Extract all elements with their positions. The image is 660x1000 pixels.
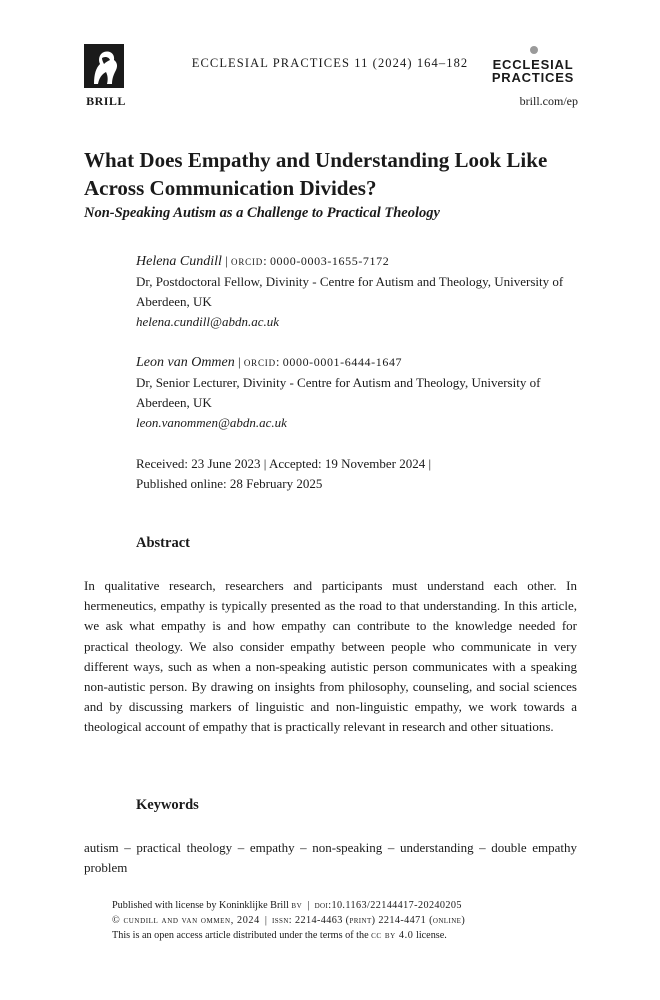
footer-line1: Published with license by Koninklijke Brill bv | doi:10.1163/22144417-20240205 <box>112 900 462 911</box>
separator: | <box>238 354 244 369</box>
license-link[interactable]: cc by 4.0 <box>371 930 414 941</box>
author-name: Leon van Ommen <box>136 355 235 370</box>
dates-line1: Received: 23 June 2023 | Accepted: 19 November 2024 | <box>136 456 432 471</box>
article-subtitle: Non-Speaking Autism as a Challenge to Practical Theology <box>84 205 440 221</box>
separator: | <box>225 253 232 268</box>
journal-logo-line1: ECCLESIAL <box>492 57 574 72</box>
keywords-text: autism – practical theology – empathy – non-speaking – understanding – double empathy problem <box>84 840 577 876</box>
open-access-prefix: This is an open access article distributed under the terms of the <box>112 930 369 941</box>
orcid-link[interactable]: 0000-0003-1655-7172 <box>269 254 390 268</box>
orcid-label: orcid <box>231 253 264 268</box>
journal-logo <box>488 58 578 84</box>
article-title: What Does Empathy and Understanding Look Like Across Communication Divides? <box>84 148 548 200</box>
author-affiliation: Dr, Postdoctoral Fellow, Divinity - Centre for Autism and Theology, University of Aberdeen, UK <box>136 274 564 309</box>
publisher-name: BRILL <box>86 94 126 108</box>
author-block <box>136 352 581 433</box>
license-footer <box>112 898 582 943</box>
orcid-link[interactable]: 0000-0001-6444-1647 <box>282 355 403 369</box>
author-name: Helena Cundill <box>136 254 222 269</box>
author-block <box>136 251 581 332</box>
author-email-link[interactable]: leon.vanommen@abdn.ac.uk <box>136 415 287 430</box>
abstract-heading: Abstract <box>136 535 190 551</box>
journal-citation: ECCLESIAL PRACTICES 11 (2024) 164–182 <box>191 56 469 70</box>
publication-dates <box>136 454 581 494</box>
issn: issn: 2214-4463 (print) 2214-4471 (online) <box>272 915 466 926</box>
doi-link[interactable]: doi:10.1163/22144417-20240205 <box>314 900 462 911</box>
journal-logo-dot-icon <box>530 46 538 54</box>
footer-line3 <box>112 928 582 943</box>
dates-line2: Published online: 28 February 2025 <box>136 476 323 491</box>
author-name-line: Helena Cundill | orcid: 0000-0003-1655-7172 <box>136 253 390 269</box>
license-prefix: Published with license by Koninklijke Brill <box>112 900 289 911</box>
author-affiliation: Dr, Senior Lecturer, Divinity - Centre for Autism and Theology, University of Aberdeen, UK <box>136 375 541 410</box>
brill-logo-icon <box>84 44 124 88</box>
orcid-label: orcid <box>243 354 276 369</box>
open-access-suffix: license. <box>415 930 447 941</box>
abstract-text: In qualitative research, researchers and participants must understand each other. In hermeneutics, empathy is typically presented as the road to that understanding. In this article, we ask what empathy is and how empathy can contribute to the knowledge needed for practical theology. We also consider empathy between people who communicate in very different ways, such as when a non-speaking autistic person communicates with a speaking non-autistic person. By drawing on insights from philosophy, counseling, and social sciences and by discussing markers of linguistic and non-linguistic empathy, we work towards a theological account of empathy that is practically relevant in research and other situations. <box>84 578 577 735</box>
author-name-line: Leon van Ommen | orcid: 0000-0001-6444-1647 <box>136 354 403 370</box>
journal-url-link[interactable]: brill.com/ep <box>519 94 578 108</box>
copyright: © cundill and van ommen, 2024 <box>112 915 260 926</box>
journal-logo-line2: PRACTICES <box>491 70 575 85</box>
author-email-link[interactable]: helena.cundill@abdn.ac.uk <box>136 314 280 329</box>
license-bv: bv <box>291 900 303 911</box>
footer-line2: © cundill and van ommen, 2024 | issn: 2214-4463 (print) 2214-4471 (online) <box>112 915 466 926</box>
keywords-heading: Keywords <box>136 797 199 813</box>
